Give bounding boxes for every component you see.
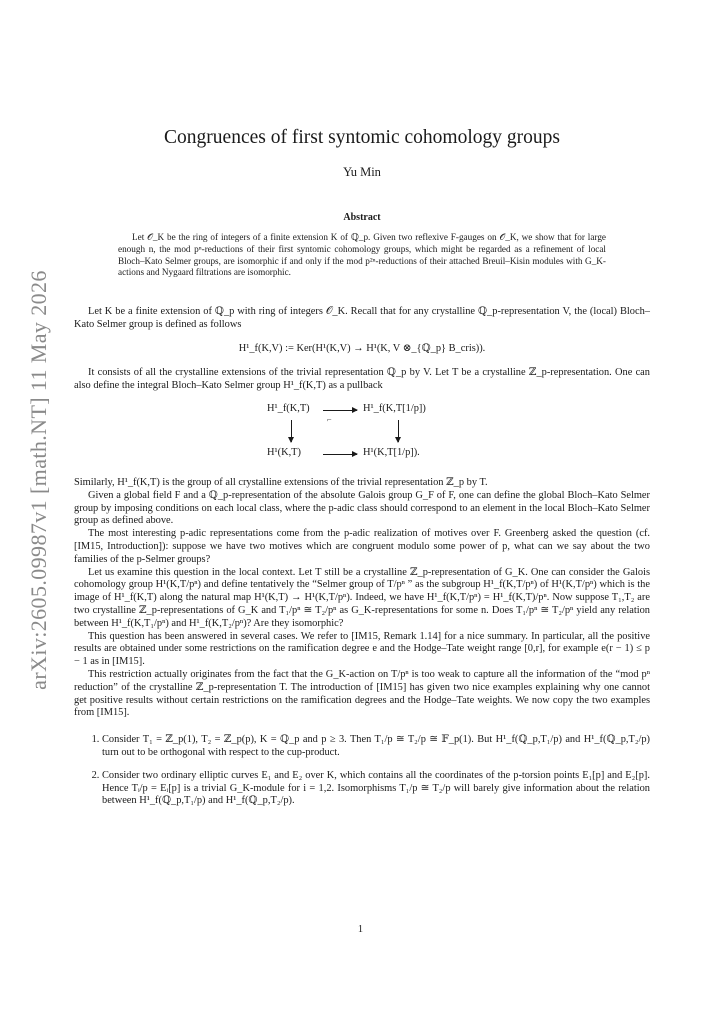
paper-author: Yu Min: [343, 165, 381, 179]
list-item: 1. Consider T₁ = ℤ_p(1), T₂ = ℤ_p(p), K = ℚ_p and p ≥ 3. Then T₁/p ≅ T₂/p ≅ 𝔽_p(1). But H¹_f(ℚ_p,T₁/p) and H¹_f(ℚ_p,T₂/p) turn out to be orthogonal with respect to the cup-product.: [102, 734, 650, 760]
cd-arrow-left: [291, 420, 292, 442]
list-item: 2. Consider two ordinary elliptic curves E₁ and E₂ over K, which contains all the coordinates of the p-torsion points E₁[p] and E₂[p]. Hence Tᵢ/p = Eᵢ[p] is a trivial G_K-module for i = 1,2. Isomorphisms T₁/p ≅ T₂/p will barely give information about the relation between H¹_f(ℚ_p,T₁/p) and H¹_f(ℚ_p,T₂/p).: [102, 770, 650, 808]
cd-bottom-left: H¹(K,T): [267, 446, 301, 458]
cd-pullback-corner: ⌐: [327, 414, 332, 424]
cd-top-right: H¹_f(K,T[1/p]): [363, 402, 426, 414]
paragraph-4: Given a global field F and a ℚ_p-representation of the absolute Galois group G_F of F, one can define the global Bloch–Kato Selmer group by imposing conditions on each local class, where the p-adic class should correspond to an element in the local Bloch–Kato Selmer group as defined above.: [74, 489, 650, 527]
abstract-text: Let 𝒪_K be the ring of integers of a finite extension K of ℚ_p. Given two reflexive F-gauges on 𝒪_K, we show that for large enough n, the mod pⁿ-reductions of their first syntomic cohomology groups, which might be regarded as a refinement of local Bloch–Kato Selmer groups, are isomorphic if and only if the mod p²ⁿ-reductions of their attached Breuil–Kisin modules with G_K-actions and Nygaard filtrations are isomorphic.: [118, 232, 606, 278]
cd-arrow-bottom: [323, 454, 357, 455]
arxiv-identifier: arXiv:2605.09987v1 [math.NT] 11 May 2026: [26, 270, 51, 690]
cd-arrow-top: [323, 410, 357, 411]
arxiv-sidebar: [26, 270, 52, 690]
paper-title: Congruences of first syntomic cohomology groups: [164, 127, 560, 148]
page-number: 1: [357, 924, 364, 935]
paper-body: [74, 306, 650, 818]
cd-top-left: H¹_f(K,T): [267, 402, 310, 414]
paragraph-1: Let K be a finite extension of ℚ_p with ring of integers 𝒪_K. Recall that for any crystalline ℚ_p-representation V, the (local) Bloch–Kato Selmer group is defined as follows: [74, 306, 650, 330]
paragraph-8: This restriction actually originates from the fact that the G_K-action on T/pⁿ is too weak to capture all the information of the “mod pⁿ reduction” of the crystalline ℤ_p-representation T. The introduction of [IM15] has given two nice examples explaining why one cannot get positive results without certain restrictions on the ramification degrees and the Hodge–Tate weights. We now copy the two examples from [IM15].: [74, 668, 650, 719]
examples-list: [74, 734, 650, 808]
equation-selmer: H¹_f(K,V) := Ker(H¹(K,V) → H¹(K, V ⊗_{ℚ_p} B_cris)).: [238, 342, 486, 354]
cd-bottom-right: H¹(K,T[1/p]).: [363, 446, 420, 458]
paragraph-5: The most interesting p-adic representations come from the p-adic realization of motives over F. Greenberg asked the question (cf. [IM15, Introduction]): suppose we have two motives which are congruent modulo some power of p, what can we say about the two families of the p-Selmer groups?: [74, 528, 650, 565]
paragraph-7: This question has been answered in several cases. We refer to [IM15, Remark 1.14] for a nice summary. In particular, all the positive results are obtained under some restrictions on the ramification degree e and the Hodge–Tate weight range [0,r], for example e(r − 1) ≤ p − 1 as in [IM15].: [74, 630, 650, 668]
cd-arrow-right: [398, 420, 399, 442]
abstract-heading: Abstract: [343, 212, 381, 223]
paragraph-2: It consists of all the crystalline extensions of the trivial representation ℚ_p by V. Let T be a crystalline ℤ_p-representation. One can also define the integral Bloch–Kato Selmer group H¹_f(K,T) as a pullback: [74, 367, 650, 392]
paragraph-3: Similarly, H¹_f(K,T) is the group of all crystalline extensions of the trivial representation ℤ_p by T.: [74, 476, 488, 488]
paragraph-6: Let us examine this question in the local context. Let T still be a crystalline ℤ_p-representation of G_K. One can consider the Galois cohomology group H¹(K,T/pⁿ) and define tentatively the “Selmer group of T/pⁿ ” as the subgroup H¹_f(K,T/pⁿ) of H¹(K,T/pⁿ) which is the image of H¹_f(K,T) along the natural map H¹(K,T) → H¹(K,T/pⁿ). Indeed, we have H¹_f(K,T/pⁿ) = H¹_f(K,T)/pⁿ. Now suppose T₁,T₂ are two crystalline ℤ_p-representations of G_K and T₁/pⁿ ≅ T₂/pⁿ as G_K-representations for some n. Does T₁/pⁿ ≅ T₂/pⁿ yield any relation between H¹_f(K,T₁/pⁿ) and H¹_f(K,T₂/pⁿ)? Are they isomorphic?: [74, 566, 650, 629]
commutative-diagram: [267, 403, 457, 467]
